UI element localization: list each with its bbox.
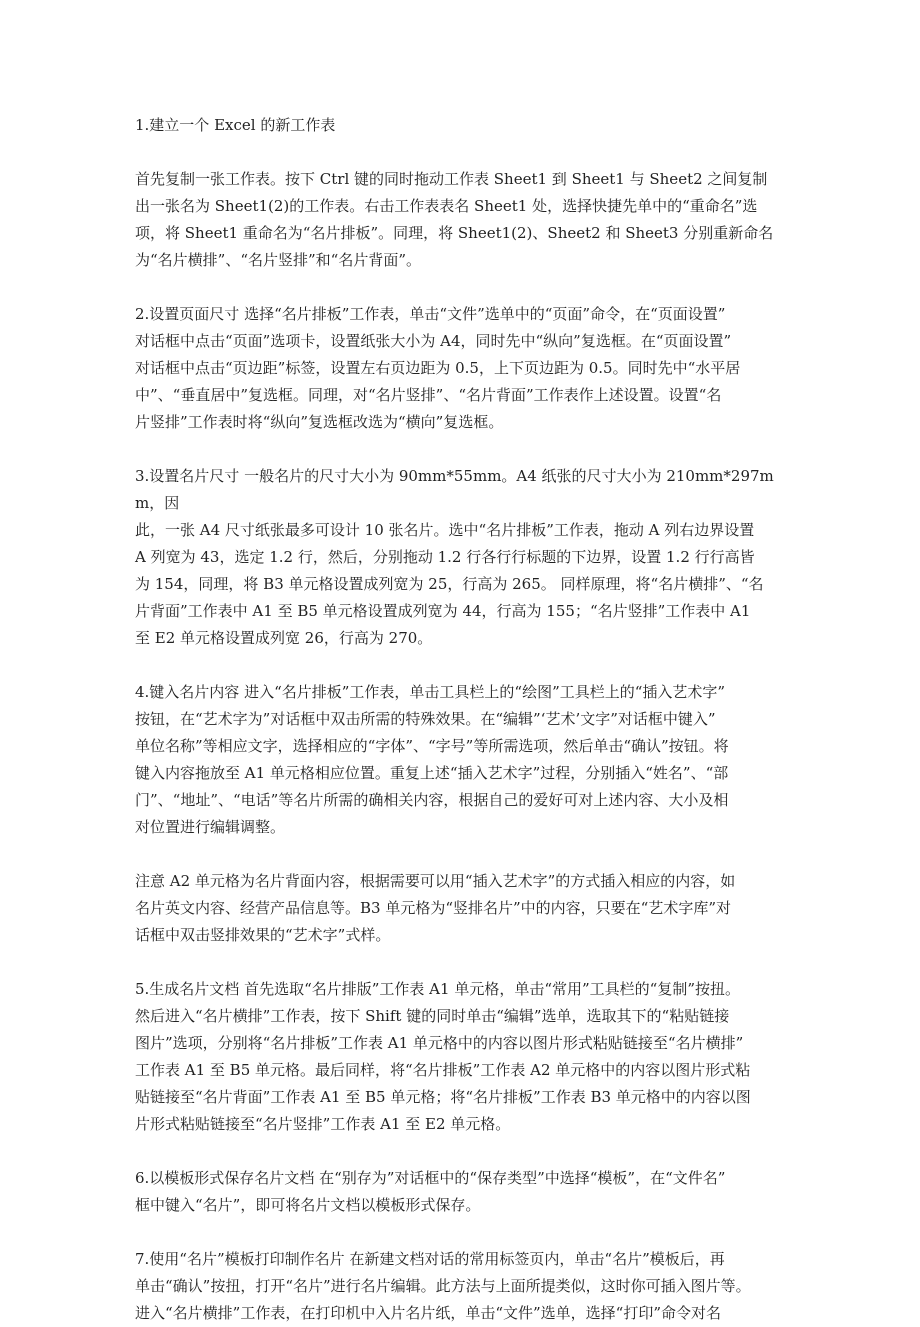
paragraph: 6.以模板形式保存名片文档 在“别存为”对话框中的“保存类型”中选择“模板”，在“文件名” 框中键入“名片”，即可将名片文档以模板形式保存。 — [135, 1169, 726, 1214]
section-heading: 1.建立一个 Excel 的新工作表 — [135, 116, 336, 134]
spacer — [135, 274, 791, 301]
spacer — [135, 1138, 791, 1165]
paragraph: 4.键入名片内容 进入“名片排板”工作表，单击工具栏上的“绘图”工具栏上的“插入艺术字” 按钮，在“艺术字为”对话框中双击所需的特殊效果。在“编辑”‘艺术’文字”对话框中键入” 单位名称”等相应文字，选择相应的“字体”、“字号”等所需选项，然后单击“确认”按钮。将 键入内容拖放至 A1 单元格相应位置。重复上述“插入艺术字”过程，分别插入“姓名”、“部 门”、“地址”、“电话”等名片所需的确相关内容，根据自己的爱好可对上述内容、大小及相 对位置进行编辑调整。 — [135, 683, 729, 836]
note-paragraph: 注意 A2 单元格为名片背面内容，根据需要可以用“插入艺术字”的方式插入相应的内容，如 名片英文内容、经营产品信息等。B3 单元格为“竖排名片”中的内容，只要在“艺术字库”对 话框中双击竖排效果的“艺术字”式样。 — [135, 872, 736, 944]
spacer — [135, 841, 791, 868]
paragraph: 3.设置名片尺寸 一般名片的尺寸大小为 90mm*55mm。A4 纸张的尺寸大小为 210mm*297mm，因 此，一张 A4 尺寸纸张最多可设计 10 张名片。选中“名片排板”工作表，拖动 A 列右边界设置 A 列宽为 43，选定 1.2 行，然后，分别拖动 1.2 行各行行标题的下边界，设置 1.2 行行高皆 为 154，同理，将 B3 单元格设置成列宽为 25，行高为 265。 同样原理，将“名片横排”、“名 片背面”工作表中 A1 至 B5 单元格设置成列宽为 44，行高为 155；“名片竖排”工作表中 A1 至 E2 单元格设置成列宽 26，行高为 270。 — [135, 467, 774, 647]
spacer — [135, 652, 791, 679]
paragraph: 首先复制一张工作表。按下 Ctrl 键的同时拖动工作表 Sheet1 到 Sheet1 与 Sheet2 之间复制 出一张名为 Sheet1(2)的工作表。右击工作表表名 Sheet1 处，选择快捷先单中的“重命名”选 项，将 Sheet1 重命名为“名片排板”。同理，将 Sheet1(2)、Sheet2 和 Sheet3 分别重新命名 为“名片横排”、“名片竖排”和“名片背面”。 — [135, 170, 774, 269]
paragraph: 7.使用“名片”模板打印制作名片 在新建文档对话的常用标签页内，单击“名片”模板后，再 单击“确认”按扭，打开“名片”进行名片编辑。此方法与上面所提类似，这时你可插入图片等。 进入“名片横排”工作表，在打印机中入片名片纸，单击“文件”选单，选择“打印”命令对名 — [135, 1250, 751, 1322]
document-body — [135, 112, 791, 1327]
spacer — [135, 1219, 791, 1246]
spacer — [135, 949, 791, 976]
paragraph: 5.生成名片文档 首先选取“名片排版”工作表 A1 单元格，单击“常用”工具栏的“复制”按扭。 然后进入“名片横排”工作表，按下 Shift 键的同时单击“编辑”选单，选取其下的“粘贴链接 图片”选项，分别将“名片排板”工作表 A1 单元格中的内容以图片形式粘贴链接至“名片横排” 工作表 A1 至 B5 单元格。最后同样，将“名片排板”工作表 A2 单元格中的内容以图片形式粘 贴链接至“名片背面”工作表 A1 至 B5 单元格；将“名片排板”工作表 B3 单元格中的内容以图 片形式粘贴链接至“名片竖排”工作表 A1 至 E2 单元格。 — [135, 980, 751, 1133]
paragraph: 2.设置页面尺寸 选择“名片排板”工作表，单击“文件”选单中的“页面”命令，在“页面设置” 对话框中点击“页面”选项卡，设置纸张大小为 A4，同时先中“纵向”复选框。在“页面设置” 对话框中点击“页边距”标签，设置左右页边距为 0.5，上下页边距为 0.5。同时先中“水平居 中”、“垂直居中”复选框。同理，对“名片竖排”、“名片背面”工作表作上述设置。设置“名 片竖排”工作表时将“纵向”复选框改选为“横向”复选框。 — [135, 305, 741, 431]
spacer — [135, 139, 791, 166]
spacer — [135, 436, 791, 463]
